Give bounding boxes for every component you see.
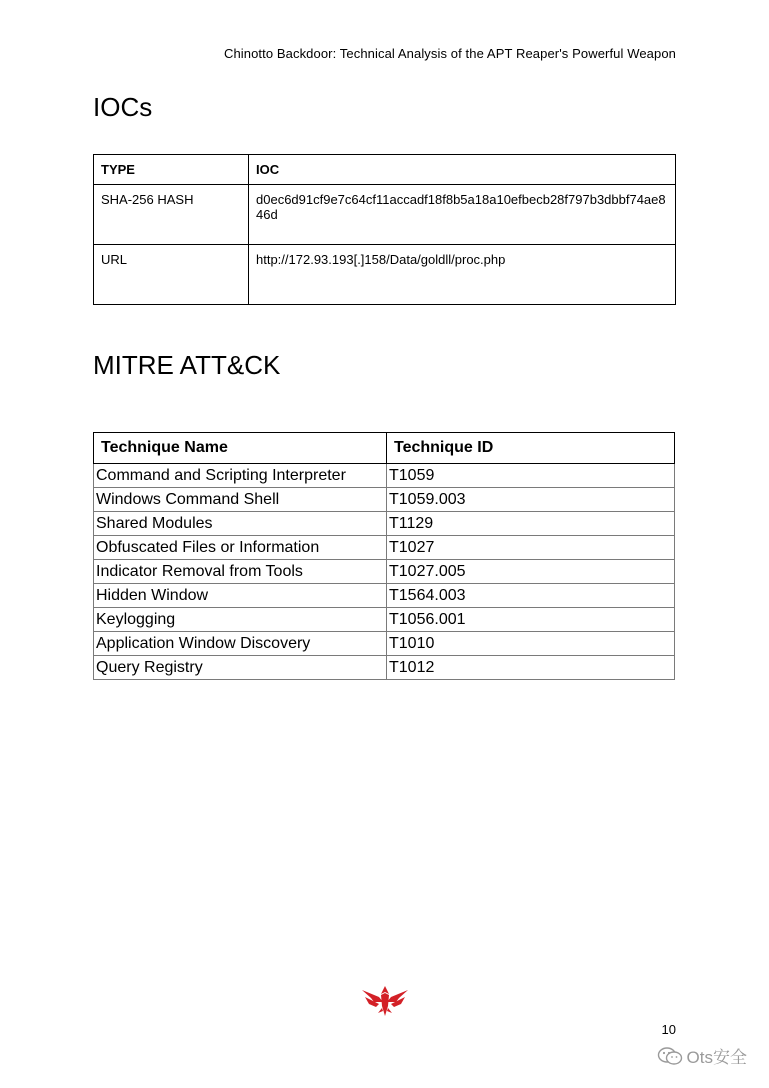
- technique-id-cell: T1027: [387, 536, 675, 560]
- technique-name-cell: Command and Scripting Interpreter: [94, 464, 387, 488]
- mitre-table: [93, 432, 675, 680]
- technique-id-cell: T1059: [387, 464, 675, 488]
- technique-id-cell: T1129: [387, 512, 675, 536]
- wechat-icon: [657, 1046, 683, 1066]
- table-row: [94, 464, 675, 488]
- technique-id-cell: T1059.003: [387, 488, 675, 512]
- technique-name-cell: Obfuscated Files or Information: [94, 536, 387, 560]
- technique-name-cell: Keylogging: [94, 608, 387, 632]
- table-row: [94, 584, 675, 608]
- watermark: [657, 1043, 747, 1068]
- table-header-row: [94, 433, 675, 464]
- column-header: TYPE: [94, 155, 249, 185]
- bird-logo-icon: [361, 980, 409, 1020]
- technique-name-cell: Application Window Discovery: [94, 632, 387, 656]
- table-row: [94, 512, 675, 536]
- table-row: [94, 536, 675, 560]
- column-header: Technique Name: [94, 433, 387, 464]
- table-row: [94, 608, 675, 632]
- technique-name-cell: Indicator Removal from Tools: [94, 560, 387, 584]
- column-header: Technique ID: [387, 433, 675, 464]
- ioc-value-cell: http://172.93.193[.]158/Data/goldll/proc.php: [249, 245, 676, 305]
- technique-id-cell: T1056.001: [387, 608, 675, 632]
- technique-id-cell: T1027.005: [387, 560, 675, 584]
- table-row: [94, 632, 675, 656]
- technique-id-cell: T1012: [387, 656, 675, 680]
- table-header-row: [94, 155, 676, 185]
- ioc-heading: IOCs: [93, 92, 153, 122]
- ioc-type-cell: SHA-256 HASH: [94, 185, 249, 245]
- page-number: 10: [661, 1022, 676, 1037]
- table-row: [94, 560, 675, 584]
- ioc-type-cell: URL: [94, 245, 249, 305]
- watermark-text: Ots安全: [686, 1048, 747, 1067]
- table-row: [94, 185, 676, 245]
- technique-name-cell: Query Registry: [94, 656, 387, 680]
- technique-name-cell: Hidden Window: [94, 584, 387, 608]
- table-row: [94, 488, 675, 512]
- technique-id-cell: T1564.003: [387, 584, 675, 608]
- technique-name-cell: Windows Command Shell: [94, 488, 387, 512]
- mitre-heading: MITRE ATT&CK: [93, 350, 281, 380]
- ioc-value-cell: d0ec6d91cf9e7c64cf11accadf18f8b5a18a10efbecb28f797b3dbbf74ae846d: [249, 185, 676, 245]
- technique-id-cell: T1010: [387, 632, 675, 656]
- column-header: IOC: [249, 155, 676, 185]
- ioc-table: [93, 154, 676, 305]
- table-row: [94, 245, 676, 305]
- page-header: Chinotto Backdoor: Technical Analysis of the APT Reaper's Powerful Weapon: [223, 46, 676, 61]
- table-row: [94, 656, 675, 680]
- technique-name-cell: Shared Modules: [94, 512, 387, 536]
